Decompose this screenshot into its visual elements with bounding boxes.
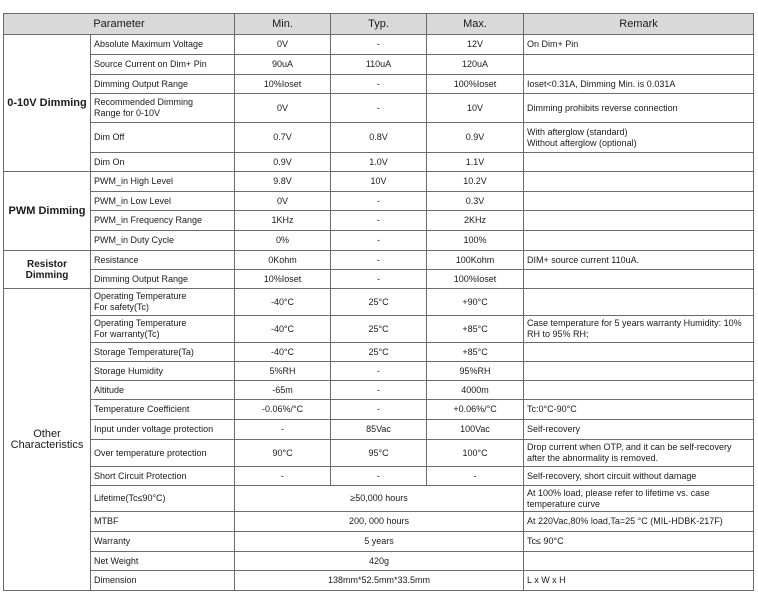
table-row bbox=[4, 571, 754, 591]
param-cell: PWM_in High Level bbox=[91, 172, 235, 192]
remark-cell bbox=[524, 270, 754, 289]
table-row bbox=[4, 211, 754, 231]
max-cell: 10.2V bbox=[427, 172, 524, 192]
typ-cell: 1.0V bbox=[331, 153, 427, 172]
header-remark: Remark bbox=[524, 14, 754, 35]
table-row bbox=[4, 289, 754, 316]
typ-cell: 25°C bbox=[331, 289, 427, 316]
min-cell: -0.06%/°C bbox=[235, 400, 331, 420]
group-line2: Characteristics bbox=[10, 438, 84, 451]
group-line1: Other bbox=[33, 427, 61, 440]
group-0-10v-dimming: 0-10V Dimming bbox=[4, 35, 91, 172]
param-cell bbox=[91, 289, 235, 316]
header-row bbox=[4, 14, 754, 35]
remark-cell bbox=[524, 381, 754, 400]
param-cell: Lifetime(Tc≤90°C) bbox=[91, 486, 235, 512]
remark-cell: On Dim+ Pin bbox=[524, 35, 754, 55]
min-cell: 0V bbox=[235, 94, 331, 123]
param-cell: Input under voltage protection bbox=[91, 420, 235, 440]
typ-cell: - bbox=[331, 192, 427, 211]
param-cell: Over temperature protection bbox=[91, 440, 235, 467]
max-cell: 10V bbox=[427, 94, 524, 123]
param-cell: Altitude bbox=[91, 381, 235, 400]
table-row bbox=[4, 270, 754, 289]
typ-cell: - bbox=[331, 94, 427, 123]
param-cell: Warranty bbox=[91, 532, 235, 552]
param-line1: Operating Temperature bbox=[94, 291, 187, 301]
max-cell: 100%Ioset bbox=[427, 270, 524, 289]
table-row bbox=[4, 362, 754, 381]
value-span-cell: 138mm*52.5mm*33.5mm bbox=[235, 571, 524, 591]
remark-line1: With afterglow (standard) bbox=[527, 126, 628, 137]
remark-line2: after the abnormality is removed. bbox=[527, 453, 659, 463]
header-min: Min. bbox=[235, 14, 331, 35]
max-cell: 100°C bbox=[427, 440, 524, 467]
table-row bbox=[4, 172, 754, 192]
min-cell: 0Kohm bbox=[235, 251, 331, 270]
remark-cell bbox=[524, 172, 754, 192]
max-cell: +90°C bbox=[427, 289, 524, 316]
table-row bbox=[4, 512, 754, 532]
remark-cell: L x W x H bbox=[524, 571, 754, 591]
header-typ: Typ. bbox=[331, 14, 427, 35]
table-row bbox=[4, 123, 754, 153]
max-cell: 100%Ioset bbox=[427, 75, 524, 94]
typ-cell: - bbox=[331, 270, 427, 289]
typ-cell: - bbox=[331, 35, 427, 55]
param-cell: Dimming Output Range bbox=[91, 75, 235, 94]
max-cell: 1.1V bbox=[427, 153, 524, 172]
max-cell: 0.3V bbox=[427, 192, 524, 211]
max-cell: 95%RH bbox=[427, 362, 524, 381]
remark-cell bbox=[524, 486, 754, 512]
table-row bbox=[4, 400, 754, 420]
value-span-cell: 5 years bbox=[235, 532, 524, 552]
min-cell: 5%RH bbox=[235, 362, 331, 381]
remark-line2: temperature curve bbox=[527, 498, 601, 509]
table-row bbox=[4, 251, 754, 270]
max-cell: +85°C bbox=[427, 343, 524, 362]
param-cell: Storage Temperature(Ta) bbox=[91, 343, 235, 362]
min-cell: 0.7V bbox=[235, 123, 331, 153]
table-row bbox=[4, 35, 754, 55]
group-other-characteristics bbox=[4, 289, 91, 591]
param-cell: Absolute Maximum Voltage bbox=[91, 35, 235, 55]
remark-cell: Dimming prohibits reverse connection bbox=[524, 94, 754, 123]
typ-cell: - bbox=[331, 381, 427, 400]
remark-cell bbox=[524, 552, 754, 571]
typ-cell: 95°C bbox=[331, 440, 427, 467]
param-cell: PWM_in Duty Cycle bbox=[91, 231, 235, 251]
value-span-cell: 420g bbox=[235, 552, 524, 571]
max-cell: 0.9V bbox=[427, 123, 524, 153]
table-row bbox=[4, 231, 754, 251]
remark-cell: Ioset<0.31A, Dimming Min. is 0.031A bbox=[524, 75, 754, 94]
param-cell: PWM_in Frequency Range bbox=[91, 211, 235, 231]
param-cell: Resistance bbox=[91, 251, 235, 270]
typ-cell: 0.8V bbox=[331, 123, 427, 153]
param-cell bbox=[91, 316, 235, 343]
param-cell: Net Weight bbox=[91, 552, 235, 571]
remark-cell: Tc≤ 90°C bbox=[524, 532, 754, 552]
remark-cell bbox=[524, 316, 754, 343]
min-cell: -40°C bbox=[235, 316, 331, 343]
param-cell: Temperature Coefficient bbox=[91, 400, 235, 420]
remark-line1: At 100% load, please refer to lifetime vs. case bbox=[527, 487, 710, 498]
group-pwm-dimming: PWM Dimming bbox=[4, 172, 91, 251]
typ-cell: - bbox=[331, 400, 427, 420]
table-row bbox=[4, 343, 754, 362]
min-cell: 0V bbox=[235, 35, 331, 55]
max-cell: 120uA bbox=[427, 55, 524, 75]
remark-cell bbox=[524, 231, 754, 251]
table-row bbox=[4, 153, 754, 172]
group-resistor-dimming: Resistor Dimming bbox=[4, 251, 91, 289]
max-cell: 4000m bbox=[427, 381, 524, 400]
max-cell: 2KHz bbox=[427, 211, 524, 231]
table-row bbox=[4, 94, 754, 123]
remark-cell bbox=[524, 153, 754, 172]
param-line2: Range for 0-10V bbox=[94, 108, 161, 118]
typ-cell: - bbox=[331, 75, 427, 94]
min-cell: 10%Ioset bbox=[235, 75, 331, 94]
min-cell: - bbox=[235, 467, 331, 486]
remark-cell bbox=[524, 343, 754, 362]
remark-line1: Case temperature for 5 years warranty Humidity: 10% bbox=[527, 318, 742, 328]
table-row bbox=[4, 467, 754, 486]
table-row bbox=[4, 316, 754, 343]
min-cell: 10%Ioset bbox=[235, 270, 331, 289]
table-row bbox=[4, 486, 754, 512]
remark-cell bbox=[524, 55, 754, 75]
typ-cell: 10V bbox=[331, 172, 427, 192]
param-cell bbox=[91, 94, 235, 123]
typ-cell: - bbox=[331, 467, 427, 486]
param-line1: Recommended Dimming bbox=[94, 97, 194, 107]
table-row bbox=[4, 440, 754, 467]
remark-cell: Self-recovery bbox=[524, 420, 754, 440]
param-cell: MTBF bbox=[91, 512, 235, 532]
min-cell: -40°C bbox=[235, 289, 331, 316]
max-cell: +0.06%/°C bbox=[427, 400, 524, 420]
min-cell: 0.9V bbox=[235, 153, 331, 172]
max-cell: 100Vac bbox=[427, 420, 524, 440]
param-cell: Short Circuit Protection bbox=[91, 467, 235, 486]
remark-cell bbox=[524, 440, 754, 467]
param-cell: PWM_in Low Level bbox=[91, 192, 235, 211]
min-cell: 0V bbox=[235, 192, 331, 211]
min-cell: - bbox=[235, 420, 331, 440]
remark-cell: Tc:0°C-90°C bbox=[524, 400, 754, 420]
value-span-cell: ≥50,000 hours bbox=[235, 486, 524, 512]
max-cell: 100Kohm bbox=[427, 251, 524, 270]
min-cell: 90°C bbox=[235, 440, 331, 467]
param-cell: Storage Humidity bbox=[91, 362, 235, 381]
min-cell: -65m bbox=[235, 381, 331, 400]
remark-cell bbox=[524, 362, 754, 381]
typ-cell: 85Vac bbox=[331, 420, 427, 440]
remark-cell bbox=[524, 192, 754, 211]
param-line2: For safety(Tc) bbox=[94, 302, 150, 312]
max-cell: - bbox=[427, 467, 524, 486]
typ-cell: - bbox=[331, 362, 427, 381]
param-cell: Dim Off bbox=[91, 123, 235, 153]
remark-cell: Self-recovery, short circuit without damage bbox=[524, 467, 754, 486]
typ-cell: - bbox=[331, 211, 427, 231]
table-row bbox=[4, 75, 754, 94]
remark-cell: DIM+ source current 110uA. bbox=[524, 251, 754, 270]
table-row bbox=[4, 532, 754, 552]
min-cell: 90uA bbox=[235, 55, 331, 75]
max-cell: 12V bbox=[427, 35, 524, 55]
min-cell: -40°C bbox=[235, 343, 331, 362]
remark-line2: RH to 95% RH; bbox=[527, 329, 589, 339]
min-cell: 0% bbox=[235, 231, 331, 251]
table-row bbox=[4, 552, 754, 571]
param-cell: Source Current on Dim+ Pin bbox=[91, 55, 235, 75]
table-row bbox=[4, 55, 754, 75]
table-row bbox=[4, 420, 754, 440]
remark-cell bbox=[524, 123, 754, 153]
typ-cell: - bbox=[331, 251, 427, 270]
max-cell: +85°C bbox=[427, 316, 524, 343]
param-cell: Dimension bbox=[91, 571, 235, 591]
min-cell: 1KHz bbox=[235, 211, 331, 231]
typ-cell: 110uA bbox=[331, 55, 427, 75]
typ-cell: 25°C bbox=[331, 343, 427, 362]
param-line1: Operating Temperature bbox=[94, 318, 187, 328]
header-max: Max. bbox=[427, 14, 524, 35]
param-line2: For warranty(Tc) bbox=[94, 329, 160, 339]
table-row bbox=[4, 381, 754, 400]
spec-table bbox=[3, 13, 754, 591]
typ-cell: - bbox=[331, 231, 427, 251]
typ-cell: 25°C bbox=[331, 316, 427, 343]
header-parameter: Parameter bbox=[4, 14, 235, 35]
remark-cell bbox=[524, 211, 754, 231]
remark-cell: At 220Vac,80% load,Ta=25 °C (MIL-HDBK-217F) bbox=[524, 512, 754, 532]
remark-cell bbox=[524, 289, 754, 316]
min-cell: 9.8V bbox=[235, 172, 331, 192]
remark-line2: Without afterglow (optional) bbox=[527, 137, 637, 148]
value-span-cell: 200, 000 hours bbox=[235, 512, 524, 532]
param-cell: Dim On bbox=[91, 153, 235, 172]
max-cell: 100% bbox=[427, 231, 524, 251]
table-row bbox=[4, 192, 754, 211]
param-cell: Dimming Output Range bbox=[91, 270, 235, 289]
remark-line1: Drop current when OTP, and it can be self-recovery bbox=[527, 442, 732, 452]
